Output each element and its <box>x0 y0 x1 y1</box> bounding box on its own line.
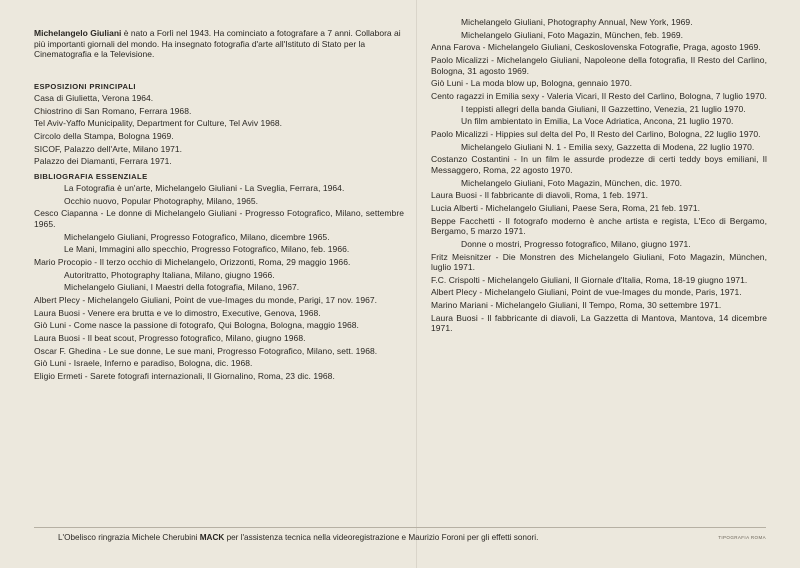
bibliography-list-left <box>34 183 404 382</box>
exhibitions-list <box>34 93 404 167</box>
right-column <box>431 17 767 336</box>
bibliography-item: Occhio nuovo, Popular Photography, Milano, 1965. <box>64 195 259 206</box>
bibliography-item: Giò Luni - Come nasce la passione di fotografo, Qui Bologna, Bologna, maggio 1968. <box>34 320 359 331</box>
bibliography-list-right <box>431 17 767 334</box>
bibliography-item: Laura Buosi - Il fabbricante di diavoli, La Gazzetta di Mantova, Mantova, 14 dicembre 1971. <box>431 312 767 334</box>
bibliography-item: I teppisti allegri della banda Giuliani, Il Gazzettino, Venezia, 21 luglio 1970. <box>461 103 746 114</box>
bibliography-item: Donne o mostri, Progresso fotografico, Milano, giugno 1971. <box>461 238 691 249</box>
bibliography-item: Eligio Ermeti - Sarete fotografi internazionali, Il Giornalino, Roma, 23 dic. 1968. <box>34 371 335 382</box>
bibliography-item: Laura Buosi - Il beat scout, Progresso fotografico, Milano, giugno 1968. <box>34 333 306 343</box>
footer-rule <box>34 527 766 528</box>
bibliography-item: Giò Luni - Israele, Inferno e paradiso, Bologna, dic. 1968. <box>34 358 253 369</box>
bibliography-item: Lucia Alberti - Michelangelo Giuliani, Paese Sera, Roma, 21 feb. 1971. <box>431 202 701 213</box>
bibliography-item: Michelangelo Giuliani, Foto Magazin, München, feb. 1969. <box>461 29 684 40</box>
exhibition-item: Casa di Giulietta, Verona 1964. <box>34 93 154 103</box>
bibliography-item: La Fotografia è un'arte, Michelangelo Giuliani - La Sveglia, Ferrara, 1964. <box>64 182 345 193</box>
bibliography-item: Albert Plecy - Michelangelo Giuliani, Point de vue-Images du monde, Parigi, 17 nov. 1967. <box>34 294 378 305</box>
bibliography-item: Cesco Ciapanna - Le donne di Michelangelo Giuliani - Progresso Fotografico, Milano, settembre 1965. <box>34 208 404 229</box>
footer-credits <box>58 532 698 543</box>
bibliography-item: Fritz Meisnitzer - Die Monstren des Michelangelo Giuliani, Foto Magazin, München, luglio 1971. <box>431 251 767 272</box>
bibliography-item: Michelangelo Giuliani, I Maestri della fotografia, Milano, 1967. <box>64 282 300 293</box>
left-column <box>34 82 404 384</box>
bibliography-item: Michelangelo Giuliani, Progresso Fotografico, Milano, dicembre 1965. <box>64 231 330 242</box>
bibliography-item: Laura Buosi - Il fabbricante di diavoli, Roma, 1 feb. 1971. <box>431 190 648 201</box>
exhibition-item: Palazzo dei Diamanti, Ferrara 1971. <box>34 156 172 167</box>
exhibition-item: Chiostrino di San Romano, Ferrara 1968. <box>34 105 192 116</box>
bibliography-item: Mario Procopio - Il terzo occhio di Michelangelo, Orizzonti, Roma, 29 maggio 1966. <box>34 256 351 267</box>
bibliography-item: Laura Buosi - Venere era brutta e ve lo dimostro, Executive, Genova, 1968. <box>34 307 321 318</box>
page-fold <box>416 0 417 568</box>
bibliography-item: Le Mani, Immagini allo specchio, Progresso Fotografico, Milano, feb. 1966. <box>64 244 350 255</box>
bibliography-item: Autoritratto, Photography Italiana, Milano, giugno 1966. <box>64 269 275 280</box>
exhibition-item: SICOF, Palazzo dell'Arte, Milano 1971. <box>34 143 183 154</box>
bibliography-item: Albert Plecy - Michelangelo Giuliani, Point de vue-Images du monde, Paris, 1971. <box>431 287 742 298</box>
artist-bio <box>34 28 404 60</box>
footer-text-start: L'Obelisco ringrazia Michele Cherubini <box>58 533 200 542</box>
footer-mack: MACK <box>199 533 225 542</box>
bibliography-item: Paolo Micalizzi - Michelangelo Giuliani, Napoleone della fotografia, Il Resto del Carlino, Bologna, 31 agosto 1969. <box>431 55 767 76</box>
bibliography-item: Giò Luni - La moda blow up, Bologna, gennaio 1970. <box>431 78 632 89</box>
exhibition-item: Tel Aviv-Yaffo Municipality, Department for Culture, Tel Aviv 1968. <box>34 118 283 129</box>
bibliography-item: Paolo Micalizzi - Hippies sul delta del Po, Il Resto del Carlino, Bologna, 22 luglio 1970. <box>431 129 761 139</box>
bibliography-item: Michelangelo Giuliani N. 1 - Emilia sexy, Gazzetta di Modena, 22 luglio 1970. <box>461 141 755 152</box>
printer-mark: TIPOGRAFIA ROMA <box>718 535 766 540</box>
artist-name: Michelangelo Giuliani <box>34 28 122 38</box>
bio-text: è nato a Forlì nel 1943. Ha cominciato a fotografare a 7 anni. Collabora ai più importanti giornali del mondo. Ha insegnato fotografia d'arte all'Istituto di Stato per la Cinematografia e la Televisione. <box>34 28 401 59</box>
bibliography-item: Michelangelo Giuliani, Photography Annual, New York, 1969. <box>461 17 693 27</box>
bibliography-item: Costanzo Costantini - In un film le assurde prodezze di certi teddy boys emiliani, Il Messaggero, Roma, 22 agosto 1970. <box>431 154 767 175</box>
bibliography-item: Oscar F. Ghedina - Le sue donne, Le sue mani, Progresso Fotografico, Milano, sett. 1968. <box>34 345 378 356</box>
exhibition-item: Circolo della Stampa, Bologna 1969. <box>34 131 174 142</box>
bibliography-item: F.C. Crispolti - Michelangelo Giuliani, Il Giornale d'Italia, Roma, 18-19 giugno 1971. <box>431 274 748 285</box>
bibliography-heading: BIBLIOGRAFIA ESSENZIALE <box>34 171 148 181</box>
footer-text-end: per l'assistenza tecnica nella videoregistrazione e Maurizio Foroni per gli effetti sonori. <box>224 533 539 542</box>
bibliography-item: Anna Farova - Michelangelo Giuliani, Ceskoslovenska Fotografie, Praga, agosto 1969. <box>431 42 761 53</box>
bibliography-item: Un film ambientato in Emilia, La Voce Adriatica, Ancona, 21 luglio 1970. <box>461 116 734 127</box>
bibliography-item: Michelangelo Giuliani, Foto Magazin, München, dic. 1970. <box>461 177 683 188</box>
exhibitions-heading: ESPOSIZIONI PRINCIPALI <box>34 82 136 91</box>
bibliography-item: Marino Mariani - Michelangelo Giuliani, Il Tempo, Roma, 30 settembre 1971. <box>431 300 722 311</box>
bibliography-item: Cento ragazzi in Emilia sexy - Valeria Vicari, Il Resto del Carlino, Bologna, 7 luglio 1970. <box>431 90 767 101</box>
bibliography-item: Beppe Facchetti - Il fotografo moderno è anche artista e regista, L'Eco di Bergamo, Bergamo, 5 marzo 1971. <box>431 215 767 237</box>
